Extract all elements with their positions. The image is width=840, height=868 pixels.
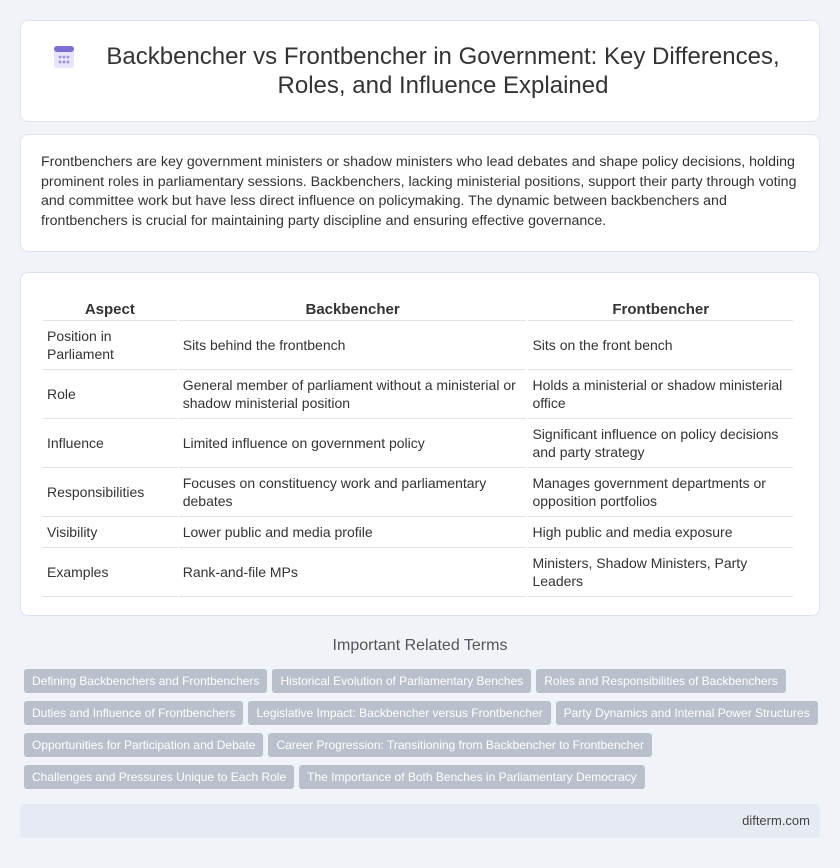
table-cell-frontbencher: High public and media exposure bbox=[528, 517, 793, 548]
table-cell-frontbencher: Holds a ministerial or shadow ministerial office bbox=[528, 370, 793, 419]
page-title: Backbencher vs Frontbencher in Government: Key Differences, Roles, and Influence Explained bbox=[106, 43, 780, 99]
related-term-tag[interactable]: Defining Backbenchers and Frontbenchers bbox=[24, 669, 267, 693]
related-term-tag[interactable]: Duties and Influence of Frontbenchers bbox=[24, 701, 243, 725]
table-cell-aspect: Visibility bbox=[43, 517, 177, 548]
table-cell-frontbencher: Significant influence on policy decisions and party strategy bbox=[528, 419, 793, 468]
footer-bar bbox=[20, 804, 820, 838]
footer-domain-link[interactable]: difterm.com bbox=[742, 813, 810, 828]
comparison-table-card bbox=[20, 272, 820, 616]
table-row bbox=[43, 321, 793, 370]
table-row bbox=[43, 419, 793, 468]
comparison-table bbox=[41, 293, 795, 597]
header-backbencher: Backbencher bbox=[179, 293, 527, 321]
header-card bbox=[20, 20, 820, 122]
table-cell-backbencher: Sits behind the frontbench bbox=[179, 321, 527, 370]
document-icon bbox=[51, 44, 77, 70]
table-cell-backbencher: Lower public and media profile bbox=[179, 517, 527, 548]
table-cell-frontbencher: Sits on the front bench bbox=[528, 321, 793, 370]
table-cell-backbencher: Rank-and-file MPs bbox=[179, 548, 527, 597]
table-cell-backbencher: Limited influence on government policy bbox=[179, 419, 527, 468]
table-row bbox=[43, 468, 793, 517]
related-terms-list bbox=[24, 669, 824, 797]
table-cell-aspect: Examples bbox=[43, 548, 177, 597]
related-term-tag[interactable]: Legislative Impact: Backbencher versus Frontbencher bbox=[248, 701, 550, 725]
table-cell-backbencher: Focuses on constituency work and parliamentary debates bbox=[179, 468, 527, 517]
related-term-tag[interactable]: Roles and Responsibilities of Backbenchers bbox=[536, 669, 785, 693]
related-term-tag[interactable]: Career Progression: Transitioning from Backbencher to Frontbencher bbox=[268, 733, 652, 757]
table-cell-aspect: Influence bbox=[43, 419, 177, 468]
related-term-tag[interactable]: Historical Evolution of Parliamentary Benches bbox=[272, 669, 531, 693]
header-frontbencher: Frontbencher bbox=[528, 293, 793, 321]
table-cell-frontbencher: Manages government departments or opposition portfolios bbox=[528, 468, 793, 517]
related-terms-heading: Important Related Terms bbox=[332, 637, 508, 654]
table-cell-aspect: Role bbox=[43, 370, 177, 419]
table-row bbox=[43, 517, 793, 548]
header-aspect: Aspect bbox=[43, 293, 177, 321]
table-cell-frontbencher: Ministers, Shadow Ministers, Party Leaders bbox=[528, 548, 793, 597]
related-term-tag[interactable]: Challenges and Pressures Unique to Each Role bbox=[24, 765, 294, 789]
table-header-row bbox=[43, 293, 793, 321]
table-row bbox=[43, 370, 793, 419]
related-term-tag[interactable]: The Importance of Both Benches in Parliamentary Democracy bbox=[299, 765, 644, 789]
intro-card bbox=[20, 134, 820, 252]
table-cell-backbencher: General member of parliament without a ministerial or shadow ministerial position bbox=[179, 370, 527, 419]
intro-paragraph: Frontbenchers are key government ministers or shadow ministers who lead debates and shape policy decisions, holding prominent roles in parliamentary sessions. Backbenchers, lacking ministerial positions, support their party through voting and committee work but have less direct influence on policymaking. The dynamic between backbenchers and frontbenchers is crucial for maintaining party discipline and ensuring effective governance. bbox=[41, 154, 797, 229]
table-row bbox=[43, 548, 793, 597]
table-cell-aspect: Responsibilities bbox=[43, 468, 177, 517]
related-term-tag[interactable]: Party Dynamics and Internal Power Structures bbox=[556, 701, 818, 725]
table-cell-aspect: Position in Parliament bbox=[43, 321, 177, 370]
related-term-tag[interactable]: Opportunities for Participation and Debate bbox=[24, 733, 263, 757]
